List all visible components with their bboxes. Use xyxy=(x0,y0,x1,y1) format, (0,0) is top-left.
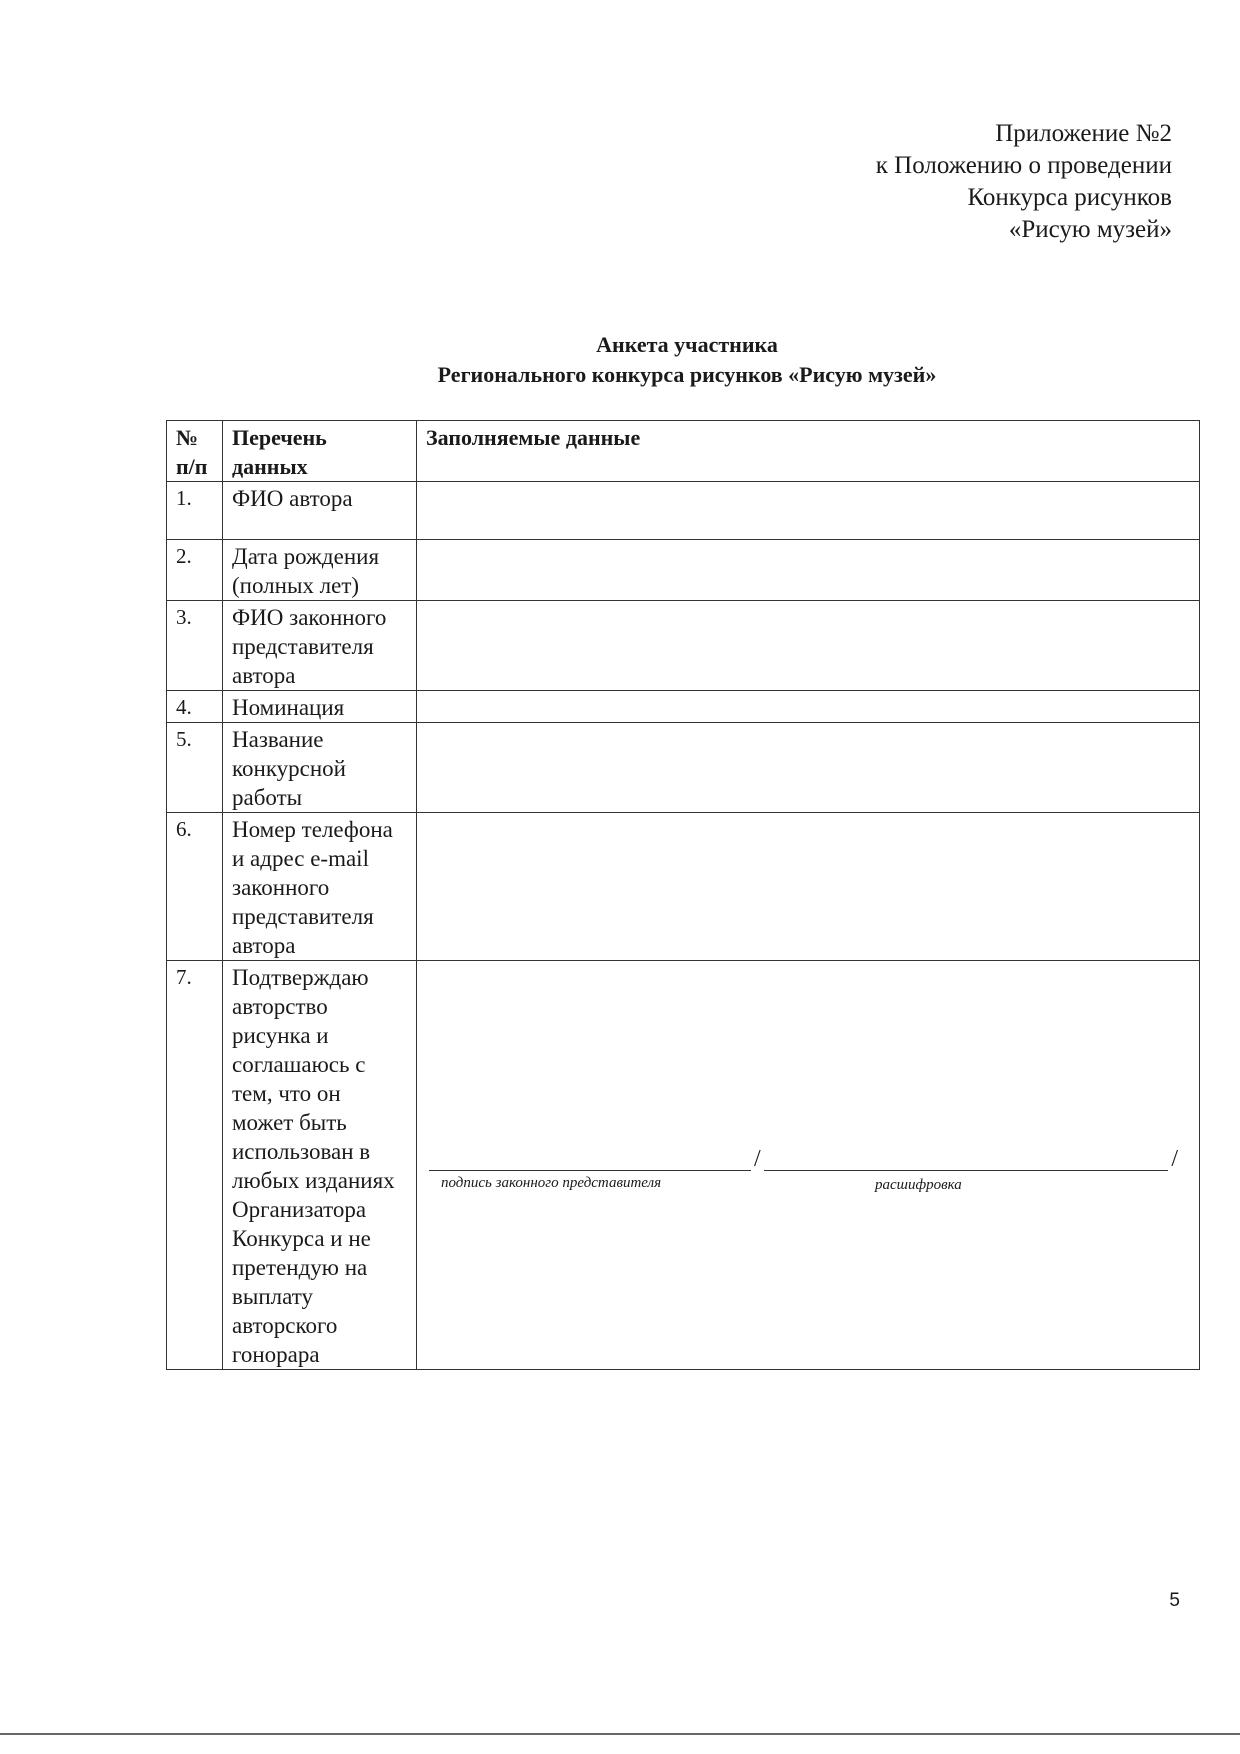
table-row xyxy=(167,540,1200,601)
bottom-divider xyxy=(0,1733,1240,1735)
form-title xyxy=(0,330,1240,390)
row-number: 2. xyxy=(167,540,223,601)
author-name-field[interactable] xyxy=(417,482,1200,540)
row-label: Номер телефона и адрес e-mail законного представителя автора xyxy=(223,813,417,961)
appendix-line-2: к Положению о проведении xyxy=(875,152,1172,179)
row-number: 6. xyxy=(167,813,223,961)
contact-field[interactable] xyxy=(417,813,1200,961)
caption-signature: подпись законного представителя xyxy=(441,1175,662,1191)
signature-lines xyxy=(429,1141,1181,1171)
work-title-field[interactable] xyxy=(417,723,1200,813)
table-row xyxy=(167,691,1200,723)
signature-cell xyxy=(417,961,1200,1370)
row-label: Название конкурсной работы xyxy=(223,723,417,813)
signature-end-mark: / xyxy=(1171,1146,1178,1172)
row-label: Дата рождения (полных лет) xyxy=(223,540,417,601)
representative-name-field[interactable] xyxy=(417,601,1200,691)
row-number: 1. xyxy=(167,482,223,540)
row-number: 7. xyxy=(167,961,223,1370)
row-label: Подтверждаю авторство рисунка и соглашаюсь с тем, что он может быть использован в любых изданиях Организатора Конкурса и не претендую на выплату авторского гонорара xyxy=(223,961,417,1370)
header-number: № п/п xyxy=(167,421,223,482)
table-row xyxy=(167,813,1200,961)
row-number: 3. xyxy=(167,601,223,691)
table-row xyxy=(167,601,1200,691)
header-list: Перечень данных xyxy=(223,421,417,482)
birth-date-field[interactable] xyxy=(417,540,1200,601)
title-line-2: Регионального конкурса рисунков «Рисую музей» xyxy=(437,362,937,387)
participant-form-table xyxy=(166,420,1200,1370)
page-number: 5 xyxy=(1169,1590,1180,1611)
signature-block xyxy=(429,1141,1181,1195)
row-label: ФИО автора xyxy=(223,482,417,540)
signature-separator: / xyxy=(754,1146,761,1172)
row-number: 5. xyxy=(167,723,223,813)
appendix-line-4: «Рисую музей» xyxy=(1008,216,1172,243)
appendix-line-1: Приложение №2 xyxy=(995,120,1172,147)
row-label: ФИО законного представителя автора xyxy=(223,601,417,691)
table-row xyxy=(167,961,1200,1370)
row-number: 4. xyxy=(167,691,223,723)
row-label: Номинация xyxy=(223,691,417,723)
header-data: Заполняемые данные xyxy=(417,421,1200,482)
title-line-1: Анкета участника xyxy=(596,332,778,357)
table-row xyxy=(167,723,1200,813)
table-row xyxy=(167,482,1200,540)
table-header-row xyxy=(167,421,1200,482)
caption-decoding: расшифровка xyxy=(875,1177,962,1193)
nomination-field[interactable] xyxy=(417,691,1200,723)
appendix-line-3: Конкурса рисунков xyxy=(967,184,1172,211)
appendix-reference xyxy=(876,118,1172,246)
signature-captions xyxy=(429,1171,1181,1195)
